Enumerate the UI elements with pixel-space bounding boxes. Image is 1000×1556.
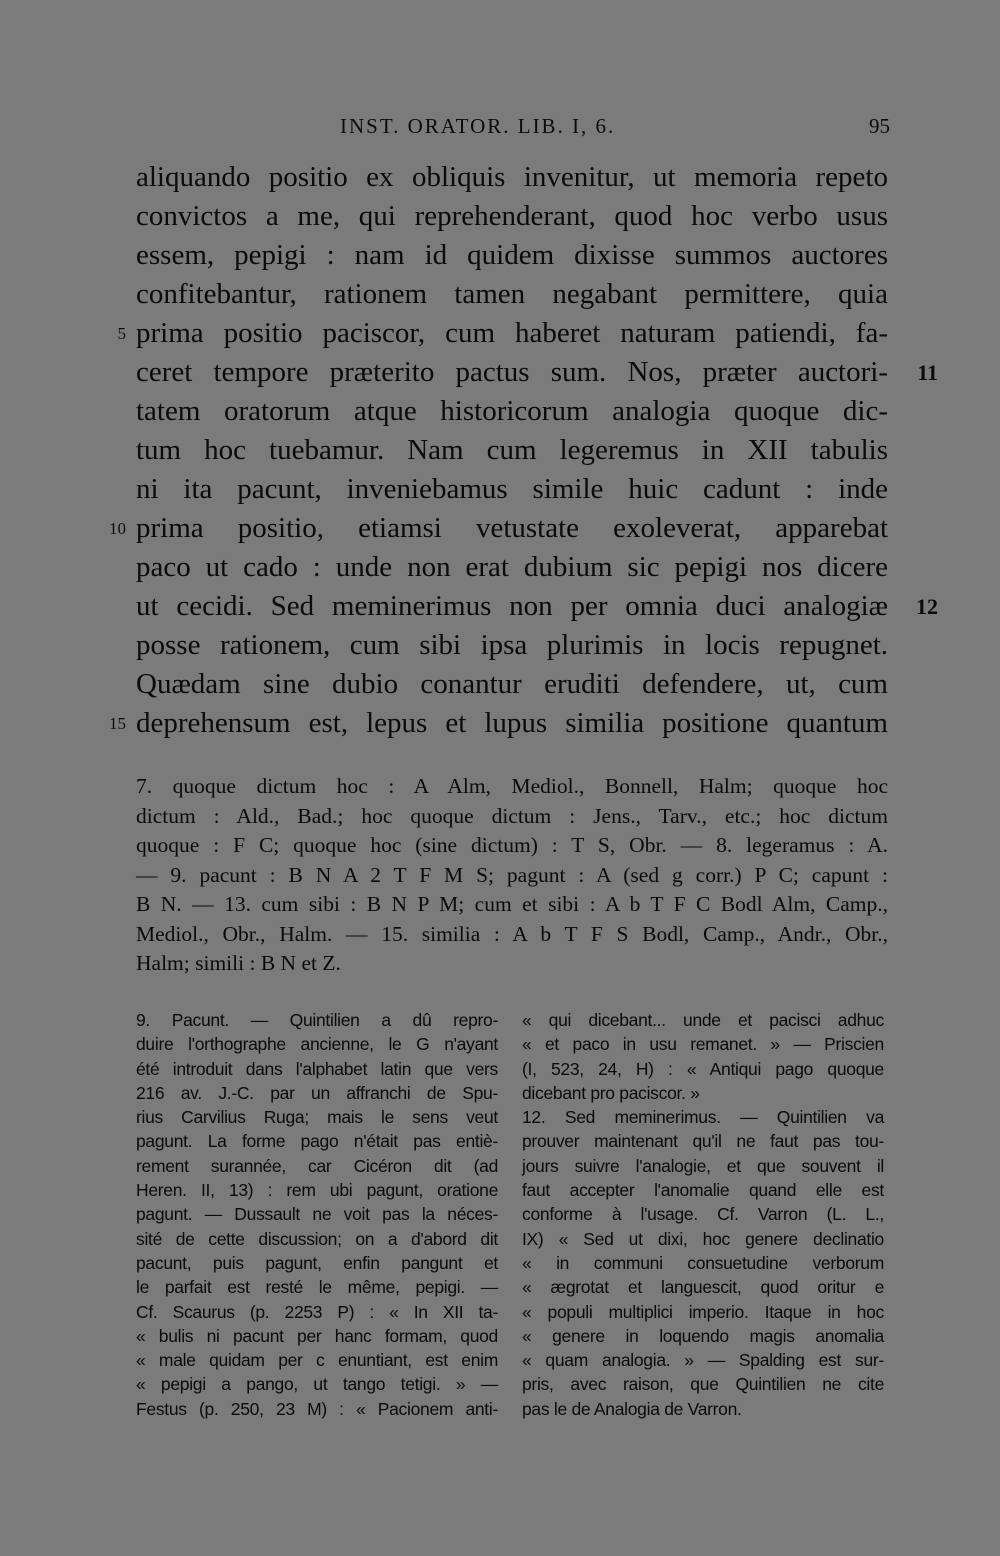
note-line: 216 av. J.-C. par un affranchi de Spu- [136, 1082, 498, 1103]
main-line: convictos a me, qui reprehenderant, quod hoc verbo usus [136, 200, 888, 232]
note-line: « bulis ni pacunt per hanc formam, quod [136, 1325, 498, 1346]
notes-left-column [136, 1008, 498, 1421]
note-line: « quam analogia. » — Spalding est sur- [522, 1350, 884, 1371]
note-line: jours suivre l'analogie, et que souvent il [522, 1155, 884, 1176]
apparatus-line: Mediol., Obr., Halm. — 15. similia : A b T F S Bodl, Camp., Andr., Obr., [136, 921, 888, 946]
main-line: ut cecidi. Sed meminerimus non per omnia duci analogiæ [136, 590, 888, 622]
main-line: tatem oratorum atque historicorum analogia quoque dic- [136, 395, 888, 427]
note-line: (I, 523, 24, H) : « Antiqui pago quoque [522, 1058, 884, 1079]
apparatus-line: quoque : F C; quoque hoc (sine dictum) : T S, Obr. — 8. legeramus : A. [136, 833, 888, 857]
note-line: rement surannée, car Cicéron dit (ad [136, 1155, 498, 1176]
note-line: prouver maintenant qu'il ne faut pas tou- [522, 1131, 884, 1152]
apparatus-line: — 9. pacunt : B N A 2 T F M S; pagunt : A (sed g corr.) P C; capunt : [136, 862, 888, 887]
main-line: tum hoc tuebamur. Nam cum legeremus in XII tabulis [136, 434, 888, 466]
note-line: sité de cette discussion; on a d'abord dit [136, 1228, 498, 1249]
note-line: pagunt. La forme pago n'était pas entiè- [136, 1131, 498, 1152]
note-line: pas le de Analogia de Varron. [522, 1398, 742, 1419]
note-line: dicebant pro paciscor. » [522, 1082, 700, 1103]
note-line: 12. Sed meminerimus. — Quintilien va [522, 1107, 884, 1128]
note-line: conforme à l'usage. Cf. Varron (L. L., [522, 1204, 884, 1225]
main-line: paco ut cado : unde non erat dubium sic pepigi nos dicere [136, 551, 888, 583]
main-line: essem, pepigi : nam id quidem dixisse summos auctores [136, 239, 888, 271]
line-number: 10 [109, 519, 126, 538]
line-number: 15 [109, 714, 126, 733]
note-line: « in communi consuetudine verborum [522, 1252, 884, 1273]
apparatus-line: 7. quoque dictum hoc : A Alm, Mediol., Bonnell, Halm; quoque hoc [136, 774, 888, 798]
note-line: duire l'orthographe ancienne, le G n'ayant [136, 1034, 498, 1055]
note-line: « pepigi a pango, ut tango tetigi. » — [136, 1374, 498, 1395]
main-line: posse rationem, cum sibi ipsa plurimis in locis repugnet. [136, 629, 888, 661]
main-line: deprehensum est, lepus et lupus similia positione quantum [136, 707, 888, 739]
main-line: aliquando positio ex obliquis invenitur, ut memoria repeto [136, 161, 888, 193]
running-header [340, 114, 890, 144]
critical-apparatus [136, 772, 888, 979]
main-line: Quædam sine dubio conantur eruditi defendere, ut, cum [136, 668, 888, 700]
apparatus-line: dictum : Ald., Bad.; hoc quoque dictum : Jens., Tarv., etc.; hoc dictum [136, 803, 888, 828]
note-line: « qui dicebant... unde et pacisci adhuc [522, 1010, 884, 1030]
section-number: 12 [916, 594, 938, 619]
page-number: 95 [869, 114, 890, 138]
note-line: « male quidam per c enuntiant, est enim [136, 1350, 498, 1371]
note-line: le parfait est resté le même, pepigi. — [136, 1277, 498, 1298]
note-line: IX) « Sed ut dixi, hoc genere declinatio [522, 1228, 884, 1249]
note-line: Cf. Scaurus (p. 2253 P) : « In XII ta- [136, 1301, 498, 1322]
section-number: 11 [917, 360, 938, 385]
note-line: pris, avec raison, que Quintilien ne cite [522, 1374, 884, 1395]
note-line: pacunt, puis pagunt, enfin pangunt et [136, 1252, 498, 1273]
note-line: faut accepter l'anomalie quand elle est [522, 1180, 884, 1201]
note-line: pagunt. — Dussault ne voit pas la néces- [136, 1204, 498, 1225]
notes-right-column [522, 1008, 884, 1421]
main-line: ni ita pacunt, inveniebamus simile huic cadunt : inde [136, 473, 888, 505]
main-line: prima positio, etiamsi vetustate exoleverat, apparebat [136, 512, 888, 544]
main-line: prima positio paciscor, cum haberet naturam patiendi, fa- [136, 317, 888, 349]
line-number: 5 [117, 324, 126, 343]
note-line: « ægrotat et languescit, quod oritur e [522, 1277, 884, 1298]
note-line: rius Carvilius Ruga; mais le sens veut [136, 1107, 498, 1128]
note-line: Heren. II, 13) : rem ubi pagunt, oratione [136, 1180, 498, 1201]
apparatus-line: Halm; simili : B N et Z. [136, 951, 341, 975]
note-line: été introduit dans l'alphabet latin que vers [136, 1058, 498, 1079]
apparatus-line: B N. — 13. cum sibi : B N P M; cum et sibi : A b T F C Bodl Alm, Camp., [136, 892, 888, 916]
running-title: INST. ORATOR. LIB. I, 6. [340, 114, 616, 138]
note-line: « genere in loquendo magis anomalia [522, 1325, 884, 1346]
note-line: 9. Pacunt. — Quintilien a dû repro- [136, 1010, 498, 1030]
main-line: ceret tempore præterito pactus sum. Nos, præter auctori- [136, 356, 888, 388]
main-line: confitebantur, rationem tamen negabant permittere, quia [136, 278, 888, 310]
note-line: « populi multiplici imperio. Itaque in hoc [522, 1301, 884, 1322]
note-line: « et paco in usu remanet. » — Priscien [522, 1034, 884, 1055]
note-line: Festus (p. 250, 23 M) : « Pacionem anti- [136, 1398, 498, 1419]
